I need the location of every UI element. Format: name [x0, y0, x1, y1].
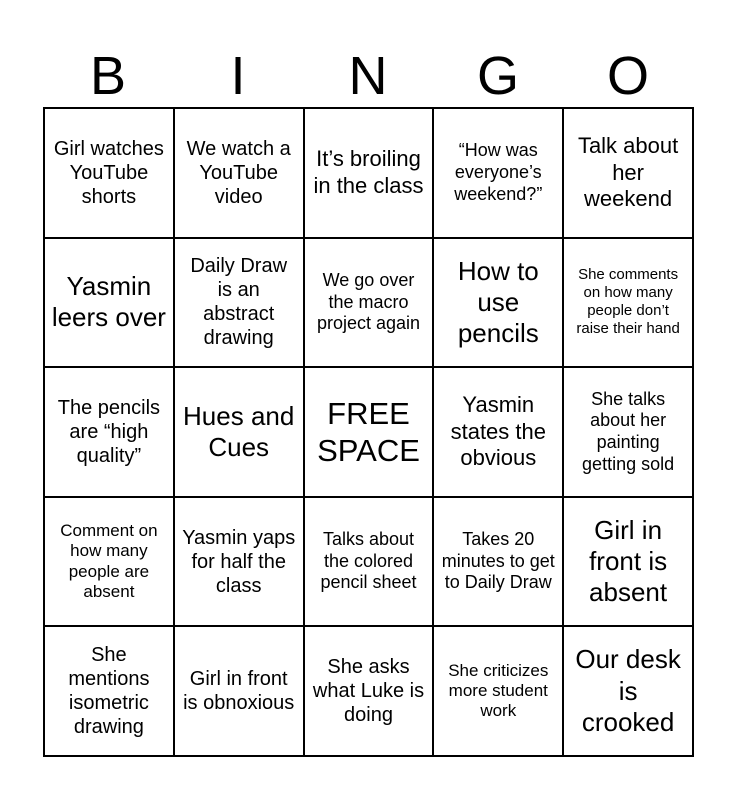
- bingo-cell[interactable]: [564, 109, 694, 239]
- cell-text: She talks about her painting getting sold: [582, 388, 675, 474]
- cell-text: How to use pencils: [457, 255, 539, 348]
- bingo-cell[interactable]: [305, 109, 435, 239]
- header-letter-n: N: [348, 46, 388, 106]
- cell-text: Yasmin yaps for half the class: [182, 526, 296, 597]
- bingo-cell[interactable]: [434, 109, 564, 239]
- bingo-cell[interactable]: [45, 109, 175, 239]
- cell-text: Comment on how many people are absent: [60, 520, 158, 601]
- cell-text: We watch a YouTube video: [186, 137, 291, 208]
- cell-text: Girl in front is obnoxious: [183, 668, 295, 715]
- bingo-cell[interactable]: [564, 627, 694, 757]
- cell-text: She criticizes more student work: [448, 660, 549, 721]
- header-letter-g: G: [476, 46, 519, 106]
- bingo-cell[interactable]: [175, 627, 305, 757]
- bingo-cell[interactable]: [175, 109, 305, 239]
- bingo-cell[interactable]: [434, 627, 564, 757]
- header-letter-i: I: [230, 46, 246, 106]
- bingo-cell[interactable]: [305, 498, 435, 628]
- cell-text: “How was everyone’s weekend?”: [454, 140, 543, 204]
- bingo-cell[interactable]: [305, 627, 435, 757]
- cell-text: Girl in front is absent: [589, 514, 668, 608]
- cell-text: It’s broiling in the class: [313, 146, 424, 198]
- bingo-board: [43, 107, 694, 757]
- cell-text: Girl watches YouTube shorts: [53, 137, 164, 208]
- bingo-cell[interactable]: [434, 239, 564, 369]
- bingo-header: [43, 46, 693, 106]
- cell-text: Our desk is crooked: [575, 644, 681, 737]
- bingo-cell[interactable]: [305, 239, 435, 369]
- cell-text: Talks about the colored pencil sheet: [320, 529, 417, 593]
- free-space-cell[interactable]: [305, 368, 435, 498]
- bingo-cell[interactable]: [45, 239, 175, 369]
- cell-text: The pencils are “high quality”: [57, 396, 161, 467]
- bingo-cell[interactable]: [175, 498, 305, 628]
- bingo-cell[interactable]: [564, 239, 694, 369]
- bingo-cell[interactable]: [175, 368, 305, 498]
- cell-text: Yasmin leers over: [51, 271, 166, 333]
- header-letter-o: O: [606, 46, 649, 106]
- cell-text: She comments on how many people don’t raise their hand: [576, 266, 680, 338]
- cell-text: Hues and Cues: [183, 400, 295, 462]
- free-space-text: FREE SPACE: [317, 395, 420, 468]
- bingo-cell[interactable]: [564, 368, 694, 498]
- cell-text: She asks what Luke is doing: [312, 656, 425, 727]
- bingo-cell[interactable]: [434, 368, 564, 498]
- cell-text: She mentions isometric drawing: [68, 644, 150, 739]
- cell-text: Yasmin states the obvious: [450, 392, 546, 471]
- bingo-cell[interactable]: [45, 627, 175, 757]
- bingo-cell[interactable]: [175, 239, 305, 369]
- cell-text: We go over the macro project again: [316, 270, 421, 334]
- cell-text: Daily Draw is an abstract drawing: [190, 255, 288, 350]
- bingo-cell[interactable]: [564, 498, 694, 628]
- bingo-cell[interactable]: [434, 498, 564, 628]
- bingo-cell[interactable]: [45, 498, 175, 628]
- cell-text: Talk about her weekend: [577, 133, 679, 211]
- header-letter-b: B: [89, 46, 127, 106]
- cell-text: Takes 20 minutes to get to Daily Draw: [441, 529, 555, 593]
- bingo-cell[interactable]: [45, 368, 175, 498]
